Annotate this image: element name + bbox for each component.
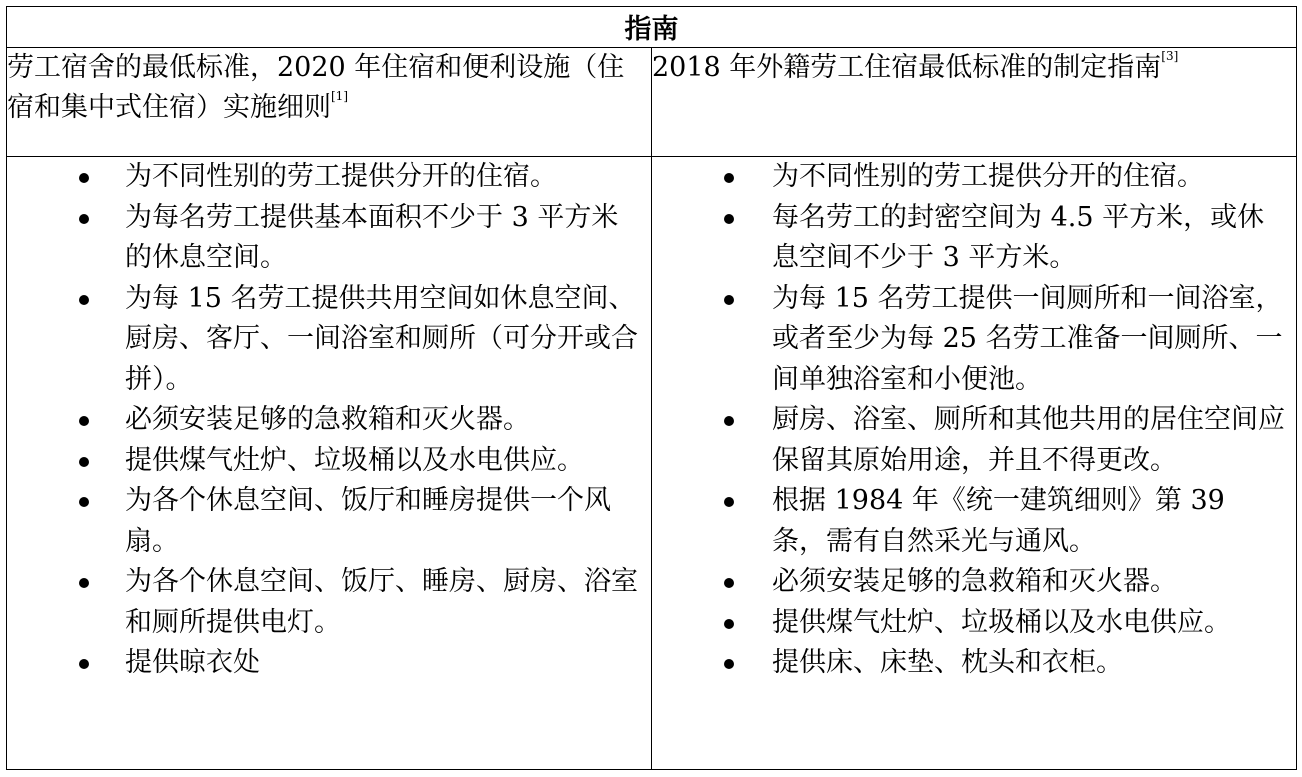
bullet-icon	[79, 497, 89, 507]
bullet-icon	[79, 659, 89, 669]
right-list-cell	[652, 157, 1297, 770]
bullet-icon	[79, 295, 89, 305]
left-bullet-list	[7, 157, 651, 684]
list-item: 厨房、浴室、厕所和其他共用的居住空间应保留其原始用途，并且不得更改。	[652, 400, 1296, 481]
bullet-icon	[79, 214, 89, 224]
list-item: 为每 15 名劳工提供共用空间如休息空间、厨房、客厅、一间浴室和厕所（可分开或合拼）。	[7, 279, 651, 401]
bullet-icon	[724, 497, 734, 507]
bullet-icon	[79, 173, 89, 183]
list-item: 为不同性别的劳工提供分开的住宿。	[7, 157, 651, 198]
right-bullet-list	[652, 157, 1296, 684]
list-item: 必须安装足够的急救箱和灭火器。	[7, 400, 651, 441]
bullet-icon	[79, 416, 89, 426]
list-item: 提供床、床垫、枕头和衣柜。	[652, 643, 1296, 684]
list-item: 为各个休息空间、饭厅、睡房、厨房、浴室和厕所提供电灯。	[7, 562, 651, 643]
bullet-icon	[79, 578, 89, 588]
list-item: 根据 1984 年《统一建筑细则》第 39 条，需有自然采光与通风。	[652, 481, 1296, 562]
bullet-icon	[724, 619, 734, 629]
bullet-icon	[724, 659, 734, 669]
bullet-icon	[724, 214, 734, 224]
list-item: 提供晾衣处	[7, 643, 651, 684]
left-heading-cell	[7, 48, 652, 157]
right-heading-ref: [3]	[1161, 49, 1179, 63]
list-item: 提供煤气灶炉、垃圾桶以及水电供应。	[652, 603, 1296, 644]
left-heading-ref: [1]	[331, 89, 348, 103]
left-list-cell	[7, 157, 652, 770]
bullet-icon	[79, 457, 89, 467]
heading-row	[7, 48, 1297, 157]
list-item: 为不同性别的劳工提供分开的住宿。	[652, 157, 1296, 198]
list-item: 必须安装足够的急救箱和灭火器。	[652, 562, 1296, 603]
list-item: 为各个休息空间、饭厅和睡房提供一个风扇。	[7, 481, 651, 562]
bullet-icon	[724, 295, 734, 305]
bullet-icon	[724, 173, 734, 183]
list-item: 提供煤气灶炉、垃圾桶以及水电供应。	[7, 441, 651, 482]
list-item: 为每名劳工提供基本面积不少于 3 平方米的休息空间。	[7, 198, 651, 279]
table-title: 指南	[7, 7, 1297, 48]
right-heading-cell	[652, 48, 1297, 157]
bullet-icon	[724, 416, 734, 426]
right-heading: 2018 年外籍劳工住宿最低标准的制定指南	[652, 52, 1162, 83]
left-heading: 劳工宿舍的最低标准，2020 年住宿和便利设施（住宿和集中式住宿）实施细则	[7, 52, 625, 123]
list-item: 为每 15 名劳工提供一间厕所和一间浴室，或者至少为每 25 名劳工准备一间厕所、一间单独浴室和小便池。	[652, 279, 1296, 401]
body-row	[7, 157, 1297, 770]
list-item: 每名劳工的封密空间为 4.5 平方米，或休息空间不少于 3 平方米。	[652, 198, 1296, 279]
guidelines-table	[6, 6, 1297, 770]
bullet-icon	[724, 578, 734, 588]
title-row	[7, 7, 1297, 48]
